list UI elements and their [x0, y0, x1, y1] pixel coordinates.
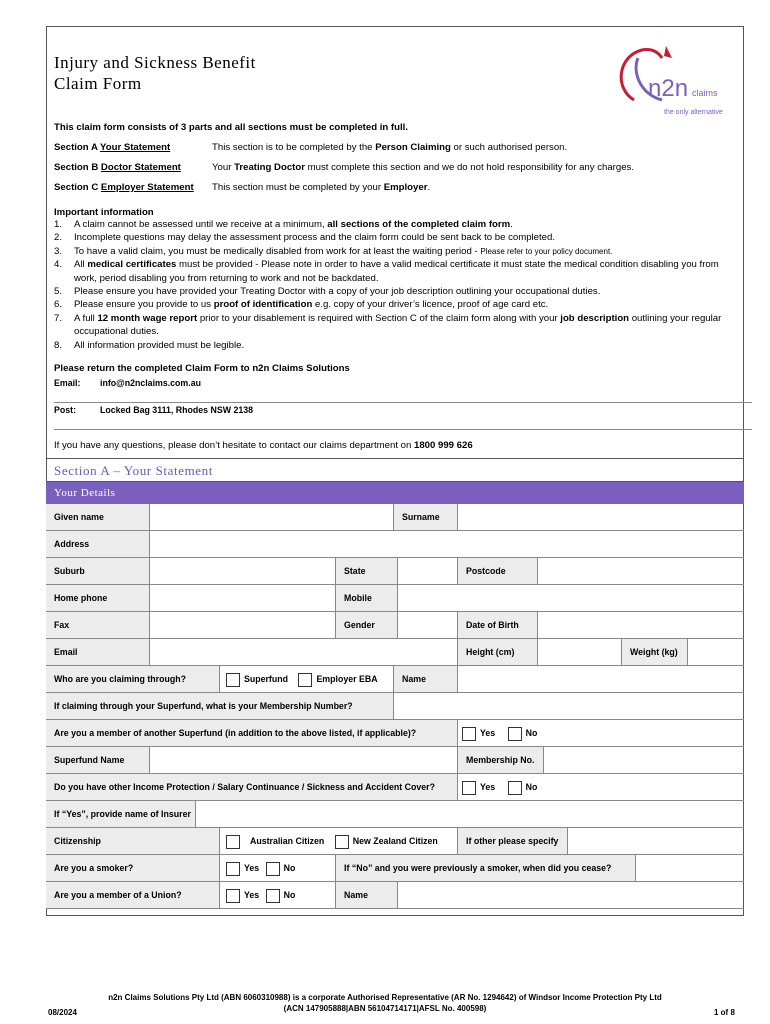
list-item: 7. A full 12 month wage report prior to your disablement is required with Section C of the claim form along with your job description outlining your regular occupational duties.: [54, 312, 722, 338]
gender-field[interactable]: [398, 612, 458, 638]
superfund-name-label: Superfund Name: [46, 747, 150, 773]
membership-question: If claiming through your Superfund, what is your Membership Number?: [46, 693, 394, 719]
svg-text:claims: claims: [692, 88, 718, 98]
contact-line: If you have any questions, please don’t hesitate to contact our claims department on 1800 999 626: [54, 440, 473, 452]
height-field[interactable]: [538, 639, 622, 665]
union-yes-checkbox[interactable]: [226, 889, 240, 903]
height-label: Height (cm): [458, 639, 538, 665]
employer-eba-checkbox[interactable]: [298, 673, 312, 687]
details-form: [46, 504, 744, 909]
ceased-smoking-field[interactable]: [636, 855, 744, 881]
insurer-name-field[interactable]: [196, 801, 744, 827]
section-a-heading: Section A – Your Statement: [46, 458, 744, 482]
state-field[interactable]: [398, 558, 458, 584]
name-label: Name: [394, 666, 458, 692]
ceased-smoking-question: If “No” and you were previously a smoker, when did you cease?: [336, 855, 636, 881]
another-superfund-question: Are you a member of another Superfund (in addition to the above listed, if applicable)?: [46, 720, 458, 746]
other-specify-label: If other please specify: [458, 828, 568, 854]
intro: [54, 122, 744, 451]
suburb-label: Suburb: [46, 558, 150, 584]
other-cover-yes-checkbox[interactable]: [462, 781, 476, 795]
given-name-label: Given name: [46, 504, 150, 530]
your-details-bar: Your Details: [46, 482, 744, 504]
claim-name-field[interactable]: [458, 666, 744, 692]
list-item: 5. Please ensure you have provided your Treating Doctor with a copy of your job description outlining your occupational duties.: [54, 286, 601, 298]
page-number: 1 of 8: [714, 1008, 735, 1017]
n2n-logo: [612, 38, 742, 118]
another-superfund-options: Yes No: [458, 720, 744, 746]
union-name-label: Name: [336, 882, 398, 908]
union-question: Are you a member of a Union?: [46, 882, 220, 908]
superfund-checkbox[interactable]: [226, 673, 240, 687]
australian-citizen-checkbox[interactable]: [226, 835, 240, 849]
another-super-no-checkbox[interactable]: [508, 727, 522, 741]
svg-text:the only alternative: the only alternative: [664, 109, 723, 116]
svg-text:n2n: n2n: [648, 75, 689, 102]
fax-label: Fax: [46, 612, 150, 638]
weight-field[interactable]: [688, 639, 744, 665]
footer-disclaimer: n2n Claims Solutions Pty Ltd (ABN 6060310988) is a corporate Authorised Representative (AR No. 1294642) of Windsor Income Protection Pty Ltd (ACN 147905888|ABN 56104714171|AFSL No. 400598): [108, 993, 662, 1013]
intro-lead: This claim form consists of 3 parts and all sections must be completed in full.: [54, 122, 408, 133]
claiming-through-label: Who are you claiming through?: [46, 666, 220, 692]
citizenship-label: Citizenship: [46, 828, 220, 854]
phone-number[interactable]: 1800 999 626: [413, 440, 473, 452]
smoker-options: Yes No: [220, 855, 336, 881]
dob-label: Date of Birth: [458, 612, 538, 638]
smoker-no-checkbox[interactable]: [266, 862, 280, 876]
other-citizenship-field[interactable]: [568, 828, 744, 854]
list-item: 6. Please ensure you provide to us proof of identification e.g. copy of your driver’s licence, proof of age card etc.: [54, 299, 549, 311]
list-item: 4. All medical certificates must be provided - Please note in order to have a valid medical certificate it must state the medical condition disabling you from work, period disabling you from returning to work and not be backdated.: [54, 259, 719, 284]
other-cover-options: Yes No: [458, 774, 744, 800]
insurer-question: If “Yes”, provide name of Insurer: [46, 801, 196, 827]
gender-label: Gender: [336, 612, 398, 638]
union-options: Yes No: [220, 882, 336, 908]
list-item: 3. To have a valid claim, you must be medically disabled from work for at least the waiting period - Please refer to your policy document.: [54, 245, 613, 257]
section-c-summary: Section C Employer Statement This section must be completed by your Employer.: [54, 182, 431, 193]
union-name-field[interactable]: [398, 882, 744, 908]
nz-citizen-checkbox[interactable]: [335, 835, 349, 849]
suburb-field[interactable]: [150, 558, 336, 584]
fax-field[interactable]: [150, 612, 336, 638]
membership-no-field[interactable]: [544, 747, 744, 773]
weight-label: Weight (kg): [622, 639, 688, 665]
address-field[interactable]: [150, 531, 744, 557]
dob-field[interactable]: [538, 612, 744, 638]
email-label: Email: [46, 639, 150, 665]
email-link[interactable]: info@n2nclaims.com.au: [100, 378, 201, 389]
other-cover-question: Do you have other Income Protection / Salary Continuance / Sickness and Accident Cover?: [46, 774, 458, 800]
state-label: State: [336, 558, 398, 584]
smoker-question: Are you a smoker?: [46, 855, 220, 881]
title-line-2: Claim Form: [54, 74, 142, 93]
home-phone-label: Home phone: [46, 585, 150, 611]
superfund-name-field[interactable]: [150, 747, 458, 773]
home-phone-field[interactable]: [150, 585, 336, 611]
mobile-label: Mobile: [336, 585, 398, 611]
email-field[interactable]: [150, 639, 458, 665]
given-name-field[interactable]: [150, 504, 394, 530]
return-instructions: Please return the completed Claim Form to n2n Claims Solutions Email: info@n2nclaims.com.au Post: Locked Bag 3111, Rhodes NSW 2138: [54, 362, 744, 430]
list-item: 8. All information provided must be legible.: [54, 339, 245, 351]
address-label: Address: [46, 531, 150, 557]
membership-no-label: Membership No.: [458, 747, 544, 773]
surname-label: Surname: [394, 504, 458, 530]
union-no-checkbox[interactable]: [266, 889, 280, 903]
membership-number-field[interactable]: [394, 693, 744, 719]
postcode-field[interactable]: [538, 558, 744, 584]
important-heading: Important information: [54, 207, 154, 218]
other-cover-no-checkbox[interactable]: [508, 781, 522, 795]
section-b-summary: Section B Doctor Statement Your Treating Doctor must complete this section and we do not hold responsibility for any charges.: [54, 162, 634, 173]
section-a-summary: Section A Your Statement This section is to be completed by the Person Claiming or such authorised person.: [54, 142, 568, 153]
citizenship-options: Australian Citizen New Zealand Citizen: [220, 828, 458, 854]
important-information: [54, 207, 744, 352]
another-super-yes-checkbox[interactable]: [462, 727, 476, 741]
title-line-1: Injury and Sickness Benefit: [54, 53, 256, 72]
list-item: 1. A claim cannot be assessed until we receive at a minimum, all sections of the completed claim form.: [54, 219, 513, 230]
surname-field[interactable]: [458, 504, 744, 530]
claiming-through-options: Superfund Employer EBA: [220, 666, 394, 692]
smoker-yes-checkbox[interactable]: [226, 862, 240, 876]
n2n-logo-icon: [612, 38, 742, 118]
mobile-field[interactable]: [398, 585, 744, 611]
postcode-label: Postcode: [458, 558, 538, 584]
form-title: [54, 52, 256, 94]
footer-date: 08/2024: [48, 1008, 77, 1017]
list-item: 2. Incomplete questions may delay the assessment process and the claim form could be sent back to be completed.: [54, 232, 556, 244]
